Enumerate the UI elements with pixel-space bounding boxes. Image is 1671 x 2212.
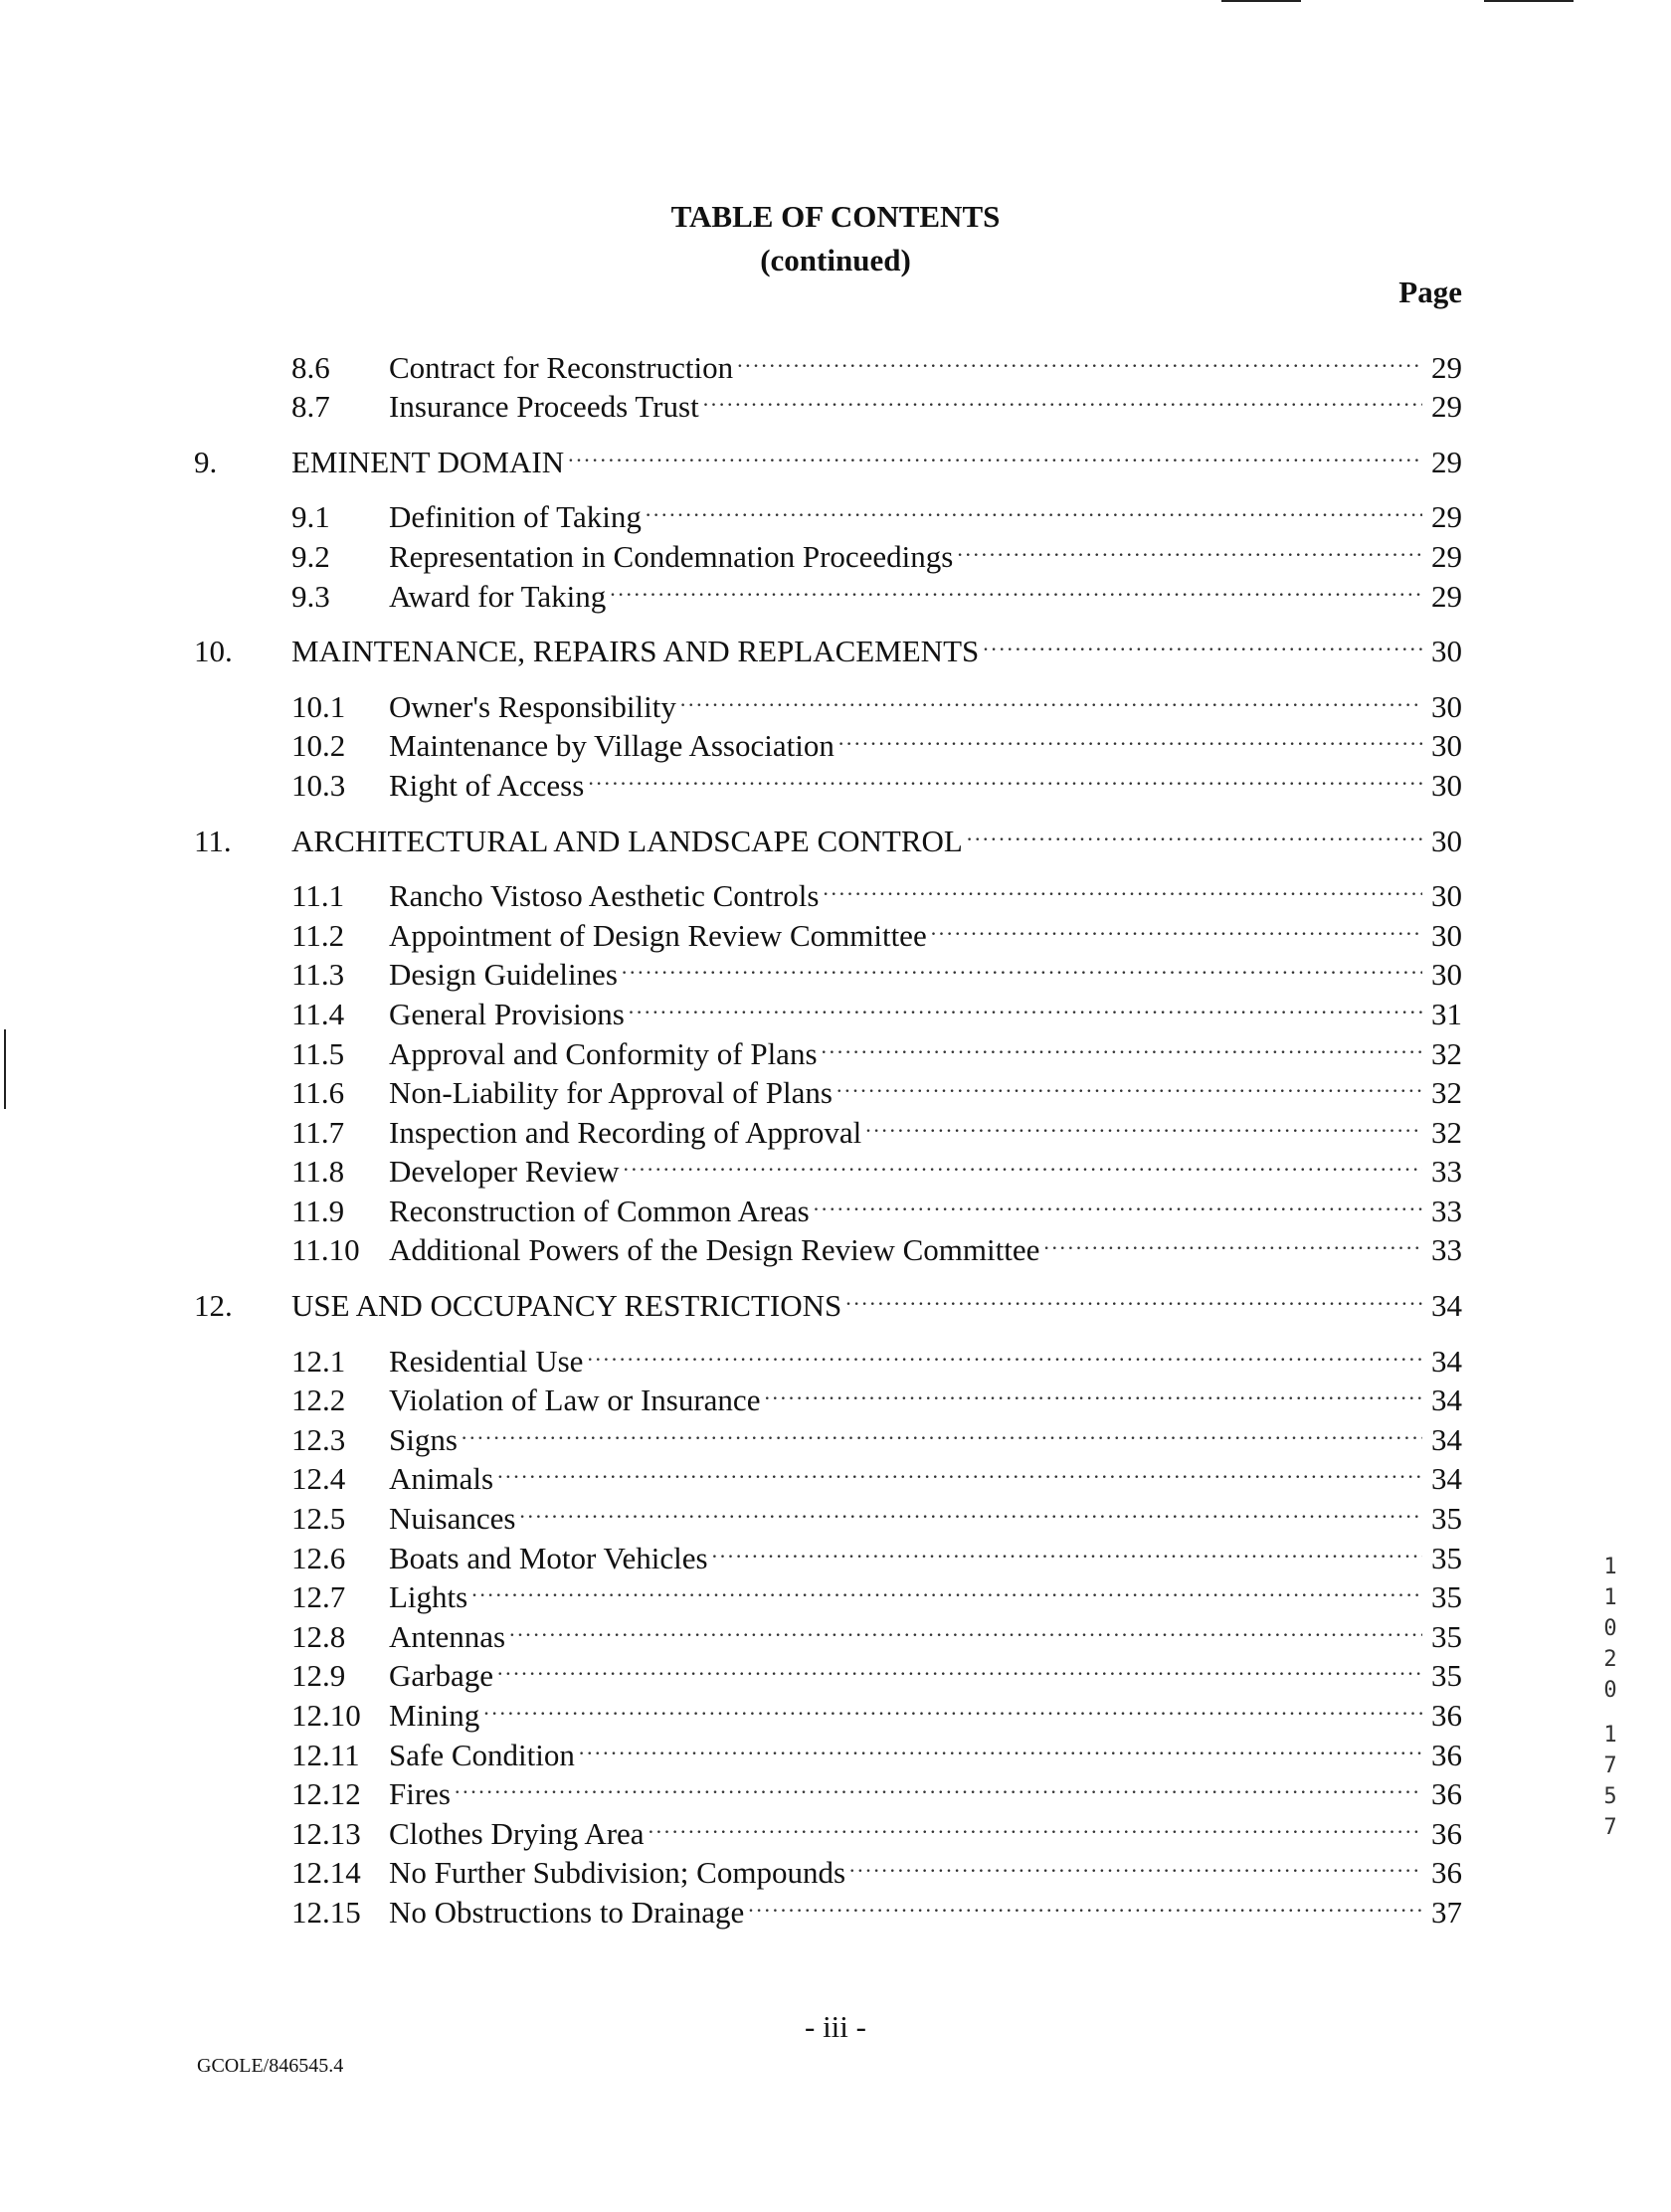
toc-entry-page: 31	[1431, 996, 1462, 1031]
toc-entry-title: Right of Access	[389, 767, 585, 803]
toc-entry-title: Additional Powers of the Design Review Committee	[389, 1232, 1040, 1268]
toc-entry-number: 10.2	[291, 728, 346, 764]
toc-section	[194, 433, 1462, 614]
toc-entry-page: 29	[1431, 578, 1462, 614]
toc-entry-page: 29	[1431, 499, 1462, 535]
toc-entry-number: 12.9	[291, 1658, 346, 1694]
toc-entry-number: 12.1	[291, 1343, 346, 1379]
toc-entry-page: 30	[1431, 688, 1462, 724]
toc-entry-number: 10.1	[291, 688, 346, 724]
toc-entry-page: 36	[1431, 1776, 1462, 1812]
toc-entry-page: 33	[1431, 1154, 1462, 1190]
dot-leader	[455, 1765, 1422, 1805]
toc-entry-number: 11.1	[291, 878, 345, 914]
toc-entry-number: 12.10	[291, 1698, 361, 1733]
document-id: GCOLE/846545.4	[197, 2055, 344, 2077]
toc-entry-title: Signs	[389, 1421, 458, 1457]
toc-heading-number: 10.	[194, 634, 233, 669]
page-column-label: Page	[1398, 275, 1462, 309]
dot-leader	[680, 677, 1422, 717]
toc-entry-number: 12.13	[291, 1815, 361, 1851]
dot-leader	[865, 1103, 1422, 1143]
toc-title-block	[0, 195, 1671, 282]
toc-entry-page: 36	[1431, 1815, 1462, 1851]
toc-entry-row	[194, 677, 1462, 724]
toc-subtitle: (continued)	[760, 243, 911, 277]
dot-leader	[967, 812, 1422, 851]
dot-leader	[838, 717, 1422, 757]
toc-entry-page: 30	[1431, 878, 1462, 914]
dot-leader	[823, 867, 1422, 907]
dot-leader	[814, 1182, 1422, 1221]
toc-entry-number: 11.10	[291, 1232, 360, 1268]
toc-heading-page: 34	[1431, 1288, 1462, 1324]
dot-leader	[845, 1276, 1422, 1316]
toc-entry-title: Developer Review	[389, 1154, 620, 1190]
toc-entry-title: Violation of Law or Insurance	[389, 1382, 761, 1418]
dot-leader	[983, 623, 1422, 662]
toc-entry-row	[194, 488, 1462, 535]
toc-heading-page: 29	[1431, 444, 1462, 479]
toc-entry-title: Mining	[389, 1698, 480, 1733]
toc-entry-page: 32	[1431, 1075, 1462, 1111]
toc-entry-title: Lights	[389, 1579, 468, 1615]
side-stamp-char: 1	[1603, 1723, 1617, 1748]
dot-leader	[497, 1647, 1422, 1687]
toc-entry-number: 8.6	[291, 349, 330, 385]
toc-entry-title: General Provisions	[389, 996, 625, 1031]
side-stamp-char: 1	[1603, 1585, 1617, 1610]
table-of-contents	[194, 338, 1462, 1930]
toc-heading-number: 11.	[194, 823, 232, 858]
toc-entry-number: 11.9	[291, 1193, 345, 1228]
toc-entry-number: 11.7	[291, 1114, 345, 1150]
side-stamp-char: 2	[1603, 1647, 1617, 1672]
dot-leader	[497, 1450, 1422, 1490]
toc-entry-number: 11.8	[291, 1154, 345, 1190]
side-stamp-char: 7	[1603, 1815, 1617, 1840]
toc-heading-row	[194, 623, 1462, 669]
toc-heading-title: EMINENT DOMAIN	[291, 444, 565, 479]
toc-entry-page: 29	[1431, 538, 1462, 574]
toc-section	[194, 1276, 1462, 1930]
toc-entry-page: 35	[1431, 1658, 1462, 1694]
toc-entry-number: 11.2	[291, 917, 345, 953]
dot-leader	[849, 1844, 1422, 1884]
toc-entry-page: 37	[1431, 1894, 1462, 1930]
toc-entry-number: 12.5	[291, 1501, 346, 1537]
toc-entry-page: 34	[1431, 1382, 1462, 1418]
side-stamp-char: 0	[1603, 1678, 1617, 1703]
toc-entry-title: Approval and Conformity of Plans	[389, 1035, 818, 1071]
dot-leader	[712, 1529, 1422, 1568]
toc-heading-title: ARCHITECTURAL AND LANDSCAPE CONTROL	[291, 823, 963, 858]
dot-leader	[509, 1607, 1422, 1647]
toc-heading-row	[194, 812, 1462, 858]
toc-entry-title: Fires	[389, 1776, 451, 1812]
dot-leader	[462, 1410, 1422, 1450]
toc-heading-title: MAINTENANCE, REPAIRS AND REPLACEMENTS	[291, 634, 980, 669]
toc-entry-page: 35	[1431, 1579, 1462, 1615]
toc-entry-number: 11.4	[291, 996, 345, 1031]
dot-leader	[588, 756, 1422, 796]
toc-entry-title: Safe Condition	[389, 1737, 575, 1772]
toc-heading-row	[194, 433, 1462, 479]
side-stamp-char: 0	[1603, 1616, 1617, 1641]
dot-leader	[957, 527, 1422, 567]
dot-leader	[836, 1064, 1422, 1104]
toc-entry-title: Inspection and Recording of Approval	[389, 1114, 862, 1150]
toc-entry-title: No Obstructions to Drainage	[389, 1894, 745, 1930]
toc-entry-title: Representation in Condemnation Proceedings	[389, 538, 954, 574]
toc-entry-number: 12.14	[291, 1855, 361, 1891]
dot-leader	[519, 1489, 1422, 1529]
toc-entry-page: 36	[1431, 1855, 1462, 1891]
toc-entry-page: 30	[1431, 728, 1462, 764]
toc-entry-page: 34	[1431, 1343, 1462, 1379]
dot-leader	[1043, 1221, 1422, 1261]
toc-entry-page: 29	[1431, 389, 1462, 425]
dot-leader	[568, 433, 1422, 472]
toc-entry-number: 11.3	[291, 957, 345, 993]
toc-entry-title: Rancho Vistoso Aesthetic Controls	[389, 878, 820, 914]
dot-leader	[579, 1726, 1422, 1765]
footer-page-number: - iii -	[805, 2009, 866, 2044]
dot-leader	[748, 1883, 1422, 1923]
toc-title: TABLE OF CONTENTS	[670, 199, 1001, 234]
scan-mark-left	[4, 1029, 6, 1109]
toc-entry-number: 12.11	[291, 1737, 360, 1772]
toc-entry-title: Residential Use	[389, 1343, 584, 1379]
dot-leader	[649, 1804, 1422, 1844]
toc-entry-number: 12.2	[291, 1382, 346, 1418]
toc-entry-number: 11.6	[291, 1075, 345, 1111]
dot-leader	[587, 1332, 1422, 1372]
toc-heading-number: 12.	[194, 1288, 233, 1324]
toc-entry-page: 36	[1431, 1737, 1462, 1772]
toc-entry-title: Owner's Responsibility	[389, 688, 676, 724]
toc-entry-title: Garbage	[389, 1658, 493, 1694]
toc-entry-page: 32	[1431, 1035, 1462, 1071]
toc-entry-number: 12.8	[291, 1618, 346, 1654]
toc-entry-title: Antennas	[389, 1618, 506, 1654]
toc-entry-number: 9.2	[291, 538, 330, 574]
toc-entry-page: 33	[1431, 1232, 1462, 1268]
toc-entry-page: 35	[1431, 1618, 1462, 1654]
toc-entry-page: 34	[1431, 1421, 1462, 1457]
dot-leader	[610, 567, 1422, 607]
toc-section	[194, 338, 1462, 425]
scan-mark-top-right	[1484, 0, 1574, 2]
toc-entry-number: 12.12	[291, 1776, 361, 1812]
toc-entry-title: Design Guidelines	[389, 957, 618, 993]
toc-section	[194, 812, 1462, 1268]
toc-entry-title: Reconstruction of Common Areas	[389, 1193, 810, 1228]
scan-mark-top	[1221, 0, 1301, 2]
dot-leader	[483, 1686, 1422, 1726]
toc-entry-title: Appointment of Design Review Committee	[389, 917, 927, 953]
toc-entry-page: 30	[1431, 767, 1462, 803]
toc-section	[194, 623, 1462, 803]
toc-entry-row	[194, 338, 1462, 385]
toc-entry-page: 32	[1431, 1114, 1462, 1150]
dot-leader	[629, 985, 1422, 1024]
toc-entry-page: 35	[1431, 1501, 1462, 1537]
toc-heading-page: 30	[1431, 634, 1462, 669]
dot-leader	[703, 378, 1422, 418]
toc-heading-number: 9.	[194, 444, 218, 479]
toc-heading-row	[194, 1276, 1462, 1324]
toc-entry-number: 12.7	[291, 1579, 346, 1615]
toc-entry-page: 35	[1431, 1540, 1462, 1575]
toc-entry-number: 10.3	[291, 767, 346, 803]
side-stamp	[1595, 1552, 1625, 1843]
toc-entry-row	[194, 867, 1462, 914]
dot-leader	[737, 338, 1422, 378]
toc-entry-page: 30	[1431, 917, 1462, 953]
toc-entry-page: 36	[1431, 1698, 1462, 1733]
toc-entry-page: 34	[1431, 1461, 1462, 1497]
toc-entry-number: 9.1	[291, 499, 330, 535]
side-stamp-char: 7	[1603, 1753, 1617, 1778]
toc-entry-number: 12.4	[291, 1461, 346, 1497]
dot-leader	[471, 1568, 1422, 1608]
dot-leader	[764, 1372, 1422, 1411]
toc-entry-row	[194, 1332, 1462, 1379]
toc-entry-number: 12.6	[291, 1540, 346, 1575]
toc-entry-title: Boats and Motor Vehicles	[389, 1540, 708, 1575]
toc-entry-page: 29	[1431, 349, 1462, 385]
toc-entry-title: Clothes Drying Area	[389, 1815, 645, 1851]
side-stamp-char: 5	[1603, 1784, 1617, 1809]
toc-entry-title: Contract for Reconstruction	[389, 349, 734, 385]
toc-entry-title: Non-Liability for Approval of Plans	[389, 1075, 833, 1111]
toc-entry-number: 9.3	[291, 578, 330, 614]
toc-entry-title: Insurance Proceeds Trust	[389, 389, 699, 425]
dot-leader	[646, 488, 1422, 528]
toc-entry-title: Animals	[389, 1461, 494, 1497]
toc-entry-title: Maintenance by Village Association	[389, 728, 835, 764]
dot-leader	[822, 1024, 1422, 1064]
toc-heading-title: USE AND OCCUPANCY RESTRICTIONS	[291, 1288, 842, 1324]
toc-entry-page: 33	[1431, 1193, 1462, 1228]
toc-entry-number: 11.5	[291, 1035, 345, 1071]
dot-leader	[931, 906, 1422, 946]
toc-entry-title: Award for Taking	[389, 578, 607, 614]
toc-entry-title: No Further Subdivision; Compounds	[389, 1855, 846, 1891]
toc-entry-page: 30	[1431, 957, 1462, 993]
side-stamp-char: 1	[1603, 1555, 1617, 1579]
toc-entry-number: 8.7	[291, 389, 330, 425]
dot-leader	[622, 946, 1422, 986]
toc-entry-title: Definition of Taking	[389, 499, 642, 535]
toc-entry-title: Nuisances	[389, 1501, 516, 1537]
toc-entry-number: 12.15	[291, 1894, 361, 1930]
dot-leader	[624, 1143, 1422, 1183]
toc-entry-number: 12.3	[291, 1421, 346, 1457]
toc-heading-page: 30	[1431, 823, 1462, 858]
